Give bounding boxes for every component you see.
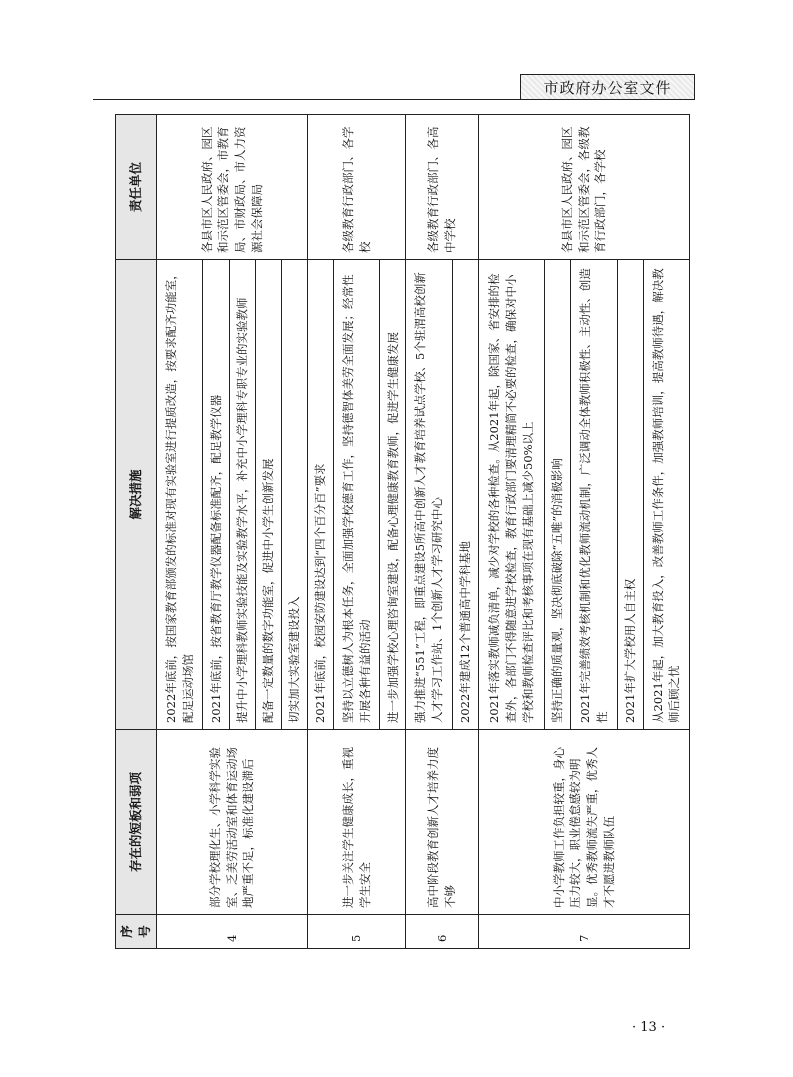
problem-cell: 进一步关注学生健康成长，重视学生安全 xyxy=(307,730,405,915)
responsible-cell: 各级教育行政部门、各学校 xyxy=(307,115,405,260)
measure-cell: 强力推进“551”工程，即重点建设5所高中创新人才教育培养试点学校、5个驻渭高校创新人才学习工作站、1个创新人才学习研究中心 xyxy=(406,260,452,730)
measure-cell: 2022年建成12个普通高中学科基地 xyxy=(452,260,478,730)
problem-cell: 部分学校理化生、小学科学实验室、乏美劳活动室和体育运动场地严重不足，标准化建设滞后 xyxy=(157,730,308,915)
measure-cell: 提升中小学理科教师实验技能及实验教学水平，补充中小学理科专职专业的实验教师 xyxy=(229,260,255,730)
measure-cell: 2021年落实教师减负清单，减少对学校的各种检查。从2021年起，除国家、省安排的检查外，各部门不得随意进学校检查，教育行政部门要清理精简不必要的检查，确保对中小学校和教师检查评比和考核事项在现有基础上减少50%以上 xyxy=(478,260,544,730)
measure-cell: 配备一定数量的数字功能室，促进中小学生创新发展 xyxy=(255,260,281,730)
measure-cell: 2021年扩大学校用人自主权 xyxy=(617,260,643,730)
responsible-cell: 各级教育行政部门、各高中学校 xyxy=(406,115,478,260)
row-index: 5 xyxy=(307,915,405,949)
measure-cell: 2021年底前，按省教育厅教学仪器配备标准配齐，配足教学仪器 xyxy=(203,260,229,730)
rotated-table-frame xyxy=(115,115,690,949)
responsible-cell: 各县市区人民政府、园区和示范区管委会，各级教育行政部门，各学校 xyxy=(478,115,689,260)
table-row xyxy=(307,115,333,949)
column-header-responsible: 责任单位 xyxy=(116,115,157,260)
document-header-label: 市政府办公室文件 xyxy=(520,74,695,100)
measure-cell: 2021年底前，校园安防建设达到“四个百分百”要求 xyxy=(307,260,333,730)
measure-cell: 进一步加强学校心理咨询室建设，配备心理健康教育教师，促进学生健康发展 xyxy=(380,260,406,730)
page-number: · 13 · xyxy=(632,1020,666,1035)
row-index: 4 xyxy=(157,915,308,949)
measures-table xyxy=(115,114,690,949)
measure-cell: 2022年底前，按国家教育部颁发的标准对现有实验室进行提质改造，按要求配齐功能室，配足运动场馆 xyxy=(157,260,203,730)
measure-cell: 切实加大实验室建设投入 xyxy=(281,260,307,730)
problem-cell: 中小学教师工作负担较重，身心压力较大，职业倦怠感较为明显。优秀教师流失严重，优秀人才不愿进教师队伍 xyxy=(478,730,689,915)
measure-cell: 2021年完善绩效考核机制和优化教师流动机制，广泛调动全体教师积极性、主动性、创造性 xyxy=(571,260,617,730)
table-row xyxy=(157,115,203,949)
table-header-row xyxy=(116,115,157,949)
column-header-index: 序号 xyxy=(116,915,157,949)
measure-cell: 坚持以立德树人为根本任务，全面加强学校德育工作，坚持德智体美劳全面发展；经常性开展各种有益的活动 xyxy=(334,260,380,730)
measure-cell: 从2021年起，加大教育投入，改善教师工作条件，加强教师培训，提高教师待遇，解决教师后顾之忧 xyxy=(643,260,689,730)
responsible-cell: 各县市区人民政府、园区和示范区管委会，市教育局、市财政局、市人力资源社会保障局 xyxy=(157,115,308,260)
measure-cell: 坚持正确的质量观，坚决彻底破除“五唯”的消极影响 xyxy=(545,260,571,730)
header-divider xyxy=(93,99,693,100)
column-header-problem: 存在的短板和弱项 xyxy=(116,730,157,915)
column-header-measures: 解决措施 xyxy=(116,260,157,730)
row-index: 6 xyxy=(406,915,478,949)
table-row xyxy=(478,115,544,949)
row-index: 7 xyxy=(478,915,689,949)
table-row xyxy=(406,115,452,949)
problem-cell: 高中阶段教育创新人才培养力度不够 xyxy=(406,730,478,915)
